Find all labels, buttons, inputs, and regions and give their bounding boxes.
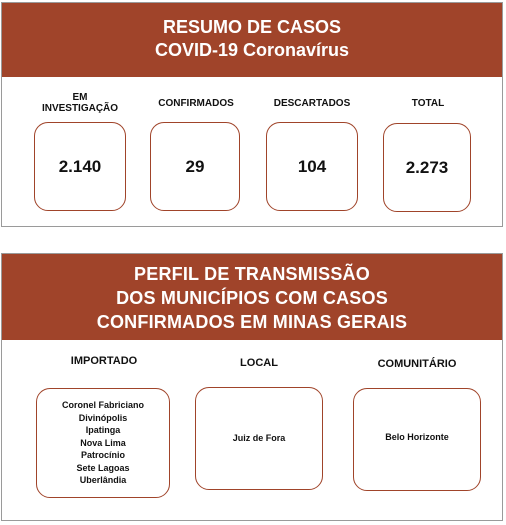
city-item: Sete Lagoas xyxy=(76,462,130,473)
summary-banner xyxy=(2,3,502,77)
summary-panel xyxy=(1,2,503,227)
column-importado xyxy=(36,350,172,518)
city-item: Juiz de Fora xyxy=(232,433,286,444)
city-item: Patrocínio xyxy=(80,450,125,461)
stat-box xyxy=(383,123,471,212)
city-item: Uberlândia xyxy=(79,475,127,486)
stat-box xyxy=(34,122,126,211)
stat-label: CONFIRMADOS xyxy=(158,98,234,109)
transmission-panel xyxy=(1,253,503,521)
stat-label: TOTAL xyxy=(411,98,445,109)
stat-label-line1: EM xyxy=(72,92,88,103)
cities-box xyxy=(195,387,323,490)
column-local xyxy=(194,350,324,518)
stat-investigacao xyxy=(28,89,132,219)
transmission-banner xyxy=(2,254,502,340)
cities-box xyxy=(353,388,481,491)
transmission-title-line3: CONFIRMADOS EM MINAS GERAIS xyxy=(96,312,408,332)
city-list xyxy=(385,431,449,444)
city-item: Divinópolis xyxy=(78,412,128,423)
stat-total xyxy=(376,89,480,219)
stat-box xyxy=(150,122,240,211)
stat-value: 2.273 xyxy=(405,157,449,177)
stat-label: INVESTIGAÇÃO xyxy=(41,103,119,114)
city-item: Coronel Fabriciano xyxy=(61,400,144,411)
stat-value: 2.140 xyxy=(58,156,102,176)
column-label: LOCAL xyxy=(240,357,278,369)
stat-descartados xyxy=(260,89,364,219)
summary-subtitle: COVID-19 Coronavírus xyxy=(154,40,350,60)
stat-box xyxy=(266,122,358,211)
transmission-title-line2: DOS MUNICÍPIOS COM CASOS xyxy=(116,288,388,308)
stat-confirmados xyxy=(144,89,248,219)
stat-value: 104 xyxy=(297,156,327,176)
transmission-title-line1: PERFIL DE TRANSMISSÃO xyxy=(134,264,370,284)
column-comunitario xyxy=(352,350,482,518)
summary-title: RESUMO DE CASOS xyxy=(162,17,342,37)
city-item: Ipatinga xyxy=(85,425,121,436)
stat-value: 29 xyxy=(185,156,205,176)
column-label: IMPORTADO xyxy=(70,355,138,367)
city-list xyxy=(233,432,286,445)
stat-label: DESCARTADOS xyxy=(273,98,351,109)
city-list xyxy=(62,399,144,487)
cities-box xyxy=(36,388,170,498)
city-item: Belo Horizonte xyxy=(385,432,449,443)
column-label: COMUNITÁRIO xyxy=(377,358,457,370)
city-item: Nova Lima xyxy=(80,437,126,448)
